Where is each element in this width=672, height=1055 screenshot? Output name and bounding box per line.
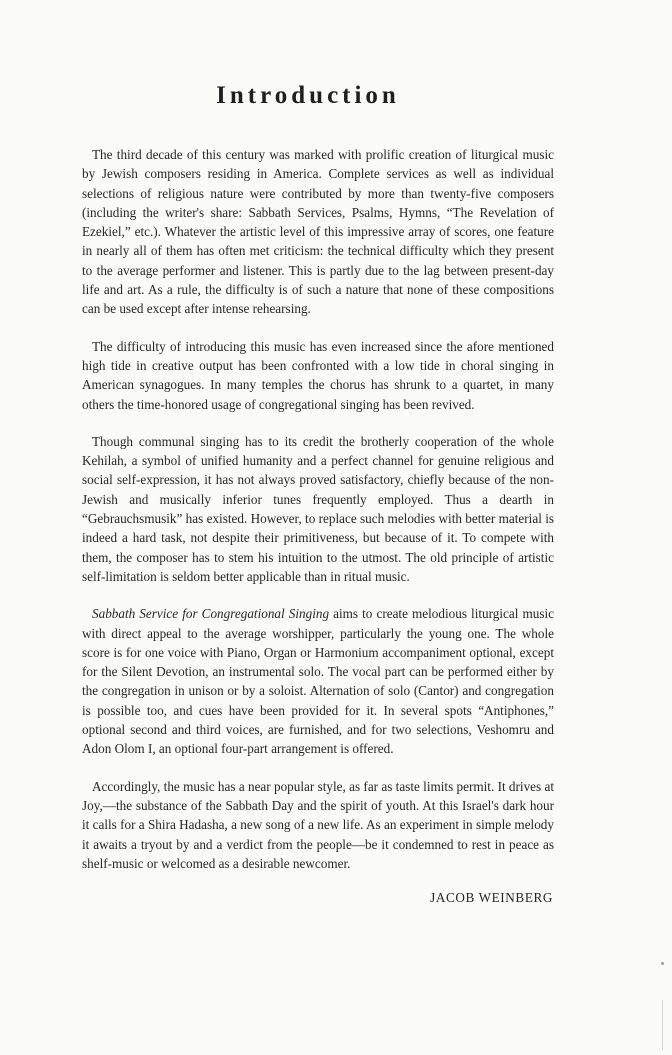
author-signature: JACOB WEINBERG <box>430 890 553 905</box>
page-edge-line <box>662 1000 663 1050</box>
body-text <box>82 145 554 891</box>
paragraph-1: The third decade of this century was marked with prolific creation of liturgical music by Jewish composers residing in America. Complete services as well as individual selections of religious nature were contributed by more than twenty-five composers (including the writer's share: Sabbath Services, Psalms, Hymns, “The Revelation of Ezekiel,” etc.). Whatever the artistic level of this impressive array of scores, one feature in nearly all of them has often met criticism: the technical difficulty which they present to the average performer and listener. This is partly due to the lag between present-day life and art. As a rule, the difficulty is of such a nature that none of these compositions can be used except after intense rehearsing. <box>82 147 554 317</box>
paragraph-5: Accordingly, the music has a near popular style, as far as taste limits permit. It drives at Joy,—the substance of the Sabbath Day and the spirit of youth. At this Israel's dark hour it calls for a Shira Hadasha, a new song of a new life. As an experiment in simple melody it awaits a tryout by and a verdict from the people—be it condemned to rest in peace as shelf-music or welcomed as a desirable newcomer. <box>82 778 554 871</box>
page-title: Introduction <box>216 82 400 109</box>
paragraph-2: The difficulty of introducing this music has even increased since the afore mentioned high tide in creative output has been confronted with a low tide in choral singing in American synagogues. In many temples the chorus has shrunk to a quartet, in many others the time-honored usage of congregational singing has been revived. <box>82 338 554 412</box>
page-speck <box>661 962 664 965</box>
paragraph-4 <box>82 604 554 758</box>
paragraph-3: Though communal singing has to its credit the brotherly cooperation of the whole Kehilah, a symbol of unified humanity and a perfect channel for genuine religious and social self-expression, it has not always proved satisfactory, chiefly because of the non-Jewish and musically inferior tunes frequently employed. Thus a dearth in “Gebrauchsmusik” has existed. However, to replace such melodies with better material is indeed a hard task, not despite their primitiveness, but because of it. To compete with them, the composer has to stem his intuition to the utmost. The old principle of artistic self-limitation is seldom better applicable than in ritual music. <box>82 433 554 584</box>
work-title: Sabbath Service for Congregational Singing <box>92 606 330 622</box>
paragraph-4-text: aims to create melodious liturgical music with direct appeal to the average worshipper, particularly the young one. The whole score is for one voice with Piano, Organ or Harmonium accompaniment optional, except for the Silent Devotion, an instrumental solo. The vocal part can be performed either by the congregation in unison or by a soloist. Alternation of solo (Cantor) and congregation is possible too, and cues have been provided for it. In several spots “Antiphones,” optional second and third voices, are furnished, and for two selections, Veshomru and Adon Olom I, an optional four-part arrangement is offered. <box>82 606 555 757</box>
